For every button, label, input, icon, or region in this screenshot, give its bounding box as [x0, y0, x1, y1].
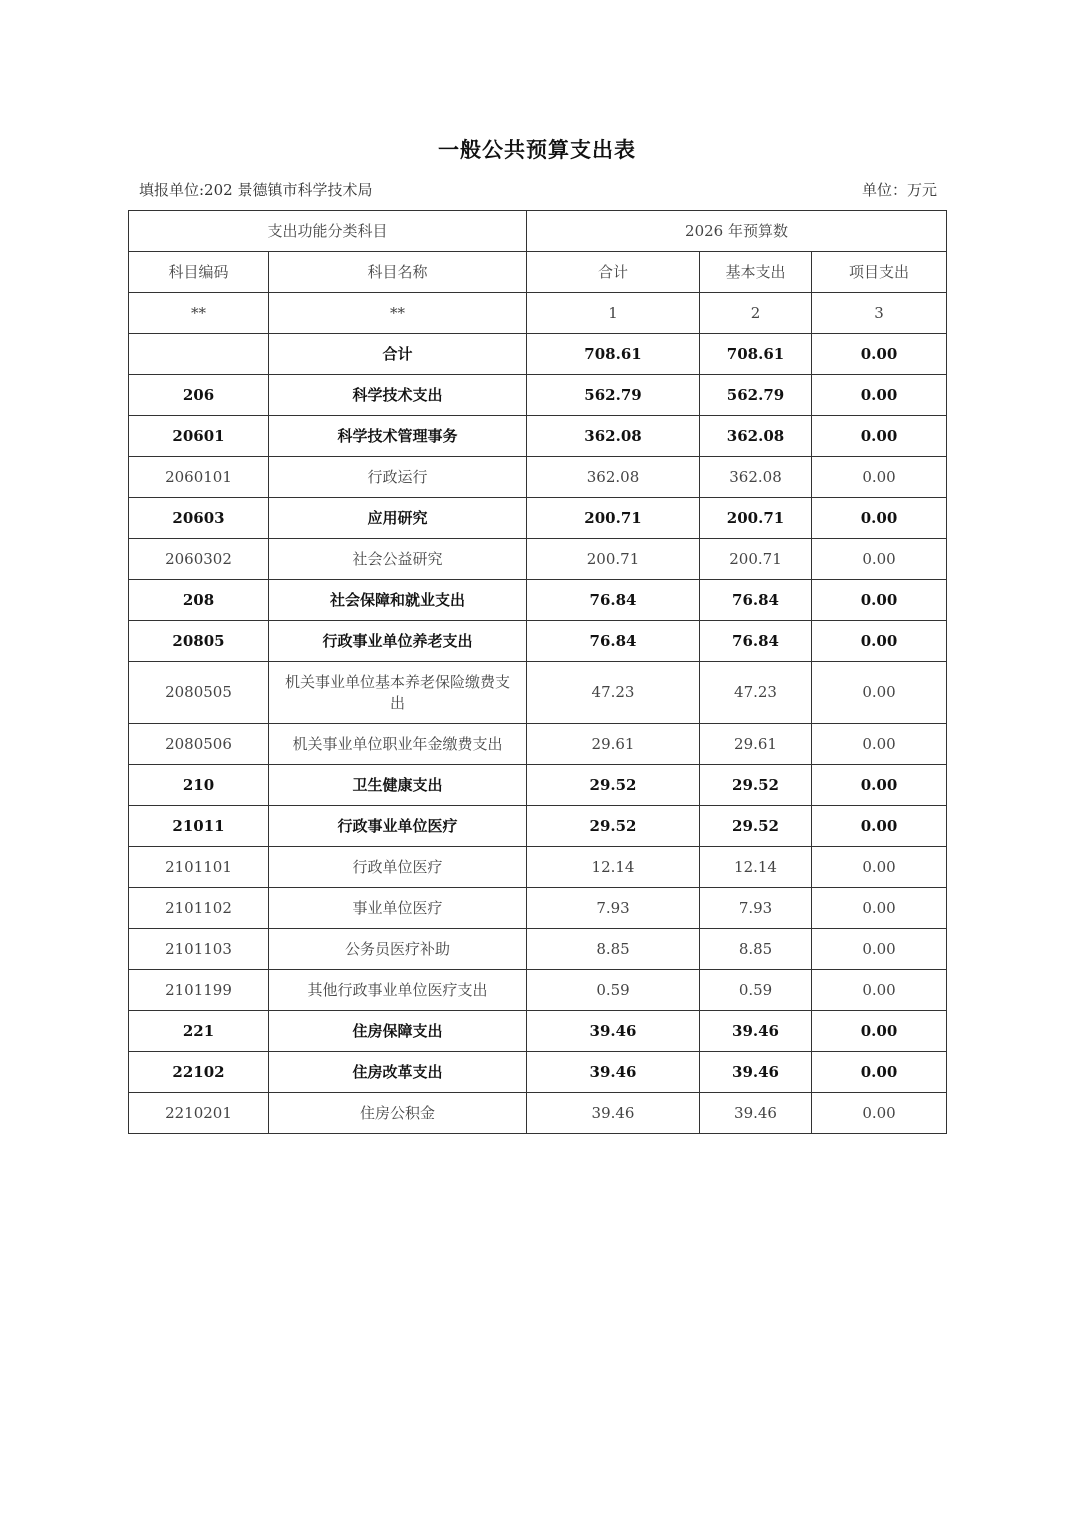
table-row	[129, 724, 947, 765]
table-row	[129, 662, 947, 724]
cell-total: 200.71	[527, 498, 700, 539]
cell-project: 0.00	[812, 416, 947, 457]
cell-project: 0.00	[812, 1052, 947, 1093]
cell-project: 0.00	[812, 724, 947, 765]
cell-basic: 39.46	[700, 1093, 812, 1134]
cell-project: 0.00	[812, 765, 947, 806]
col-header-code: 科目编码	[129, 252, 269, 293]
cell-basic: 8.85	[700, 929, 812, 970]
cell-code: 20805	[129, 621, 269, 662]
cell-code: 2080505	[129, 662, 269, 724]
cell-code: 22102	[129, 1052, 269, 1093]
header-index-row	[129, 293, 947, 334]
table-row	[129, 806, 947, 847]
cell-name: 机关事业单位职业年金缴费支出	[269, 724, 527, 765]
cell-project: 0.00	[812, 334, 947, 375]
cell-basic: 12.14	[700, 847, 812, 888]
cell-total: 0.59	[527, 970, 700, 1011]
cell-basic: 39.46	[700, 1052, 812, 1093]
cell-name: 科学技术支出	[269, 375, 527, 416]
currency-unit: 单位：万元	[861, 181, 937, 199]
cell-basic: 362.08	[700, 416, 812, 457]
cell-project: 0.00	[812, 580, 947, 621]
cell-name: 卫生健康支出	[269, 765, 527, 806]
index-cell: **	[129, 293, 269, 334]
cell-name: 社会公益研究	[269, 539, 527, 580]
budget-table	[128, 210, 947, 1134]
cell-name: 行政单位医疗	[269, 847, 527, 888]
cell-name: 行政事业单位养老支出	[269, 621, 527, 662]
cell-code: 206	[129, 375, 269, 416]
cell-name: 公务员医疗补助	[269, 929, 527, 970]
cell-total: 76.84	[527, 580, 700, 621]
cell-code: 2101102	[129, 888, 269, 929]
cell-total: 708.61	[527, 334, 700, 375]
table-row	[129, 1093, 947, 1134]
table-row	[129, 375, 947, 416]
table-row	[129, 416, 947, 457]
cell-total: 12.14	[527, 847, 700, 888]
cell-total: 362.08	[527, 416, 700, 457]
table-row	[129, 498, 947, 539]
table-row	[129, 334, 947, 375]
cell-name: 住房保障支出	[269, 1011, 527, 1052]
cell-project: 0.00	[812, 539, 947, 580]
cell-code: 20601	[129, 416, 269, 457]
table-row	[129, 888, 947, 929]
cell-total: 562.79	[527, 375, 700, 416]
header-columns-row	[129, 252, 947, 293]
cell-name: 事业单位医疗	[269, 888, 527, 929]
col-header-project: 项目支出	[812, 252, 947, 293]
index-cell: **	[269, 293, 527, 334]
cell-basic: 562.79	[700, 375, 812, 416]
cell-project: 0.00	[812, 970, 947, 1011]
cell-project: 0.00	[812, 1093, 947, 1134]
cell-project: 0.00	[812, 662, 947, 724]
table-row	[129, 765, 947, 806]
cell-project: 0.00	[812, 621, 947, 662]
header-group-row	[129, 211, 947, 252]
cell-name: 行政运行	[269, 457, 527, 498]
col-header-name: 科目名称	[269, 252, 527, 293]
cell-code: 208	[129, 580, 269, 621]
cell-basic: 76.84	[700, 621, 812, 662]
cell-basic: 362.08	[700, 457, 812, 498]
cell-code: 2101199	[129, 970, 269, 1011]
table-row	[129, 621, 947, 662]
reporting-unit: 填报单位:202 景德镇市科学技术局	[139, 181, 373, 199]
cell-basic: 29.52	[700, 806, 812, 847]
cell-project: 0.00	[812, 498, 947, 539]
cell-code	[129, 334, 269, 375]
cell-name: 住房改革支出	[269, 1052, 527, 1093]
cell-basic: 39.46	[700, 1011, 812, 1052]
cell-total: 29.52	[527, 806, 700, 847]
cell-total: 29.61	[527, 724, 700, 765]
header-budget-year: 2026 年预算数	[527, 211, 947, 252]
cell-total: 8.85	[527, 929, 700, 970]
cell-basic: 76.84	[700, 580, 812, 621]
table-row	[129, 457, 947, 498]
cell-name: 住房公积金	[269, 1093, 527, 1134]
cell-name: 应用研究	[269, 498, 527, 539]
cell-code: 2101103	[129, 929, 269, 970]
cell-total: 39.46	[527, 1093, 700, 1134]
cell-code: 210	[129, 765, 269, 806]
cell-code: 221	[129, 1011, 269, 1052]
cell-project: 0.00	[812, 929, 947, 970]
cell-name: 行政事业单位医疗	[269, 806, 527, 847]
cell-name: 科学技术管理事务	[269, 416, 527, 457]
page-title: 一般公共预算支出表	[438, 137, 636, 162]
cell-project: 0.00	[812, 847, 947, 888]
table-row	[129, 847, 947, 888]
cell-total: 39.46	[527, 1052, 700, 1093]
cell-basic: 47.23	[700, 662, 812, 724]
table-row	[129, 1011, 947, 1052]
cell-basic: 200.71	[700, 539, 812, 580]
cell-name: 机关事业单位基本养老保险缴费支出	[269, 662, 527, 724]
cell-project: 0.00	[812, 457, 947, 498]
cell-basic: 7.93	[700, 888, 812, 929]
cell-basic: 200.71	[700, 498, 812, 539]
cell-code: 20603	[129, 498, 269, 539]
cell-name: 合计	[269, 334, 527, 375]
cell-basic: 29.61	[700, 724, 812, 765]
cell-total: 7.93	[527, 888, 700, 929]
col-header-total: 合计	[527, 252, 700, 293]
cell-project: 0.00	[812, 375, 947, 416]
cell-name: 社会保障和就业支出	[269, 580, 527, 621]
cell-total: 76.84	[527, 621, 700, 662]
cell-code: 2060302	[129, 539, 269, 580]
table-row	[129, 929, 947, 970]
cell-basic: 708.61	[700, 334, 812, 375]
cell-basic: 0.59	[700, 970, 812, 1011]
cell-total: 47.23	[527, 662, 700, 724]
table-body	[129, 334, 947, 1134]
table-row	[129, 539, 947, 580]
cell-total: 200.71	[527, 539, 700, 580]
index-cell: 3	[812, 293, 947, 334]
table-row	[129, 970, 947, 1011]
cell-total: 362.08	[527, 457, 700, 498]
cell-code: 21011	[129, 806, 269, 847]
cell-total: 39.46	[527, 1011, 700, 1052]
table-row	[129, 580, 947, 621]
cell-code: 2060101	[129, 457, 269, 498]
table-row	[129, 1052, 947, 1093]
header-function-classification: 支出功能分类科目	[129, 211, 527, 252]
index-cell: 1	[527, 293, 700, 334]
cell-code: 2080506	[129, 724, 269, 765]
cell-code: 2210201	[129, 1093, 269, 1134]
index-cell: 2	[700, 293, 812, 334]
cell-project: 0.00	[812, 888, 947, 929]
cell-basic: 29.52	[700, 765, 812, 806]
cell-project: 0.00	[812, 806, 947, 847]
cell-project: 0.00	[812, 1011, 947, 1052]
col-header-basic: 基本支出	[700, 252, 812, 293]
cell-name: 其他行政事业单位医疗支出	[269, 970, 527, 1011]
cell-code: 2101101	[129, 847, 269, 888]
cell-total: 29.52	[527, 765, 700, 806]
